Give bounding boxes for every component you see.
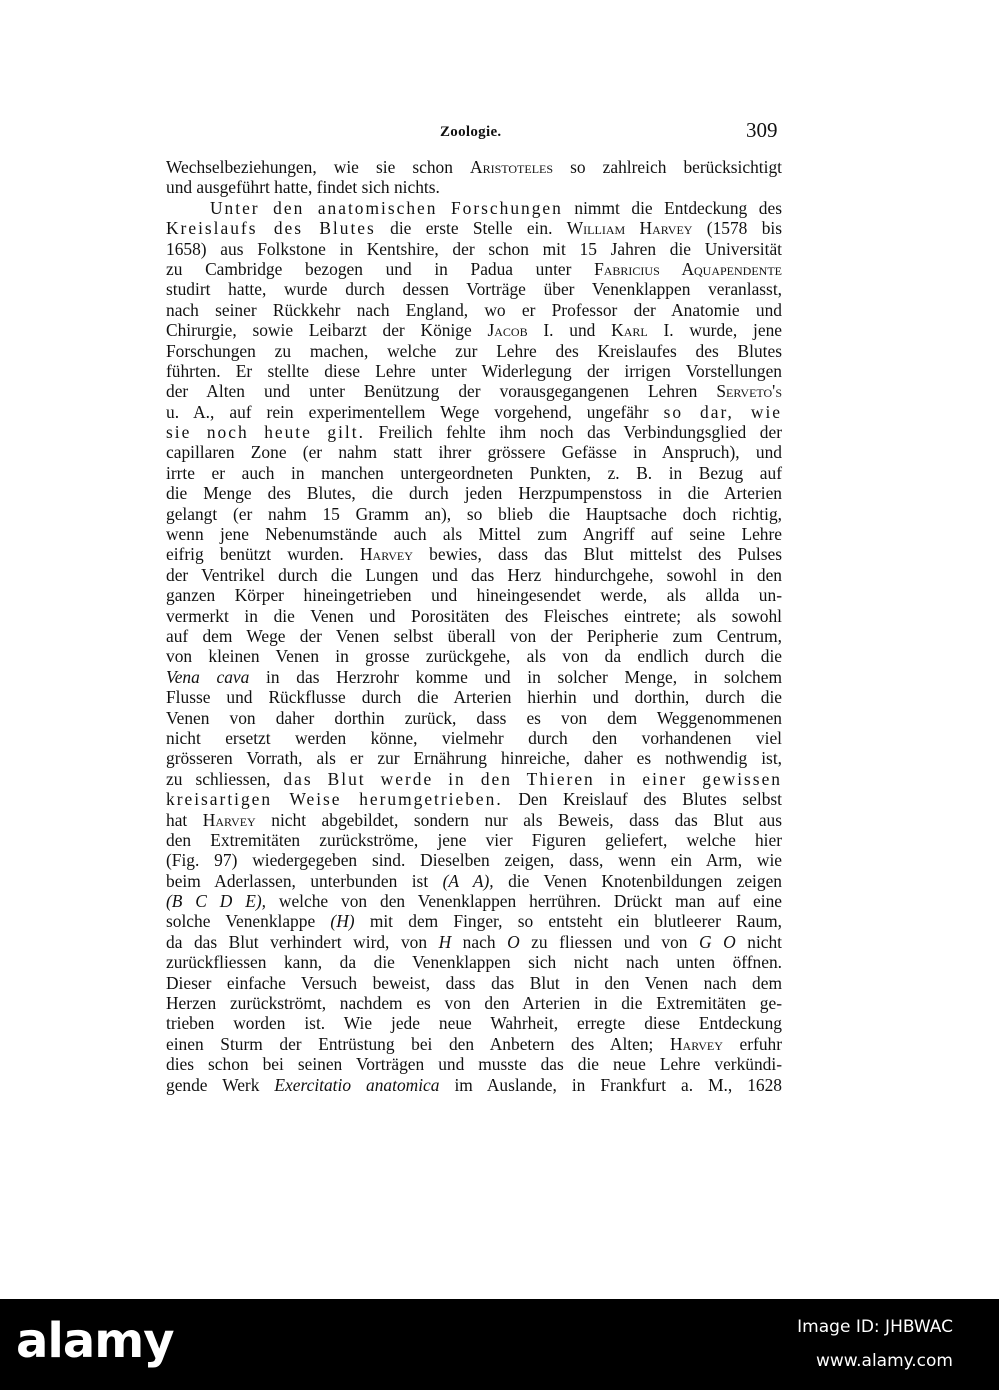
text-run: Freilich fehlte ihm noch das Verbindungsglied der (364, 422, 782, 443)
image-id: Image ID: JHBWAC (797, 1317, 953, 1337)
text-run: nimmt die Entdeckung des (562, 197, 782, 218)
text-run: 1658) aus Folkstone in Kentshire, der schon mit 15 Jahren die Universität (166, 238, 782, 259)
text-line (166, 748, 782, 768)
text-run: G O (699, 931, 736, 952)
text-line (166, 606, 782, 626)
text-run: nach seiner Rückkehr nach England, wo er Professor der Anatomie und (166, 299, 782, 320)
text-line (166, 361, 782, 381)
text-run: Serveto's (716, 381, 782, 402)
text-line (166, 1013, 782, 1033)
text-run: zu fliessen und von (519, 931, 700, 952)
text-run: nicht abgebildet, sondern nur als Beweis, dass das Blut aus (255, 809, 782, 830)
text-run: zurückfliessen kann, da die Venenklappen sich nicht nach unten öffnen. (166, 952, 782, 973)
text-run: capillaren Zone (er nahm statt ihrer grössere Gefässe in Anspruch), und (166, 442, 782, 463)
text-line (166, 769, 782, 789)
text-run: nach (451, 931, 508, 952)
text-line (166, 381, 782, 401)
text-run: vermerkt in die Venen und Porositäten des Fleisches eintrete; als sowohl (166, 605, 782, 626)
text-run: Unter den anatomischen Forschungen (210, 197, 563, 218)
text-run: I. und (527, 320, 612, 341)
text-run: studirt hatte, wurde durch dessen Vorträge über Venenklappen veranlasst, (166, 279, 782, 300)
text-run: H (438, 931, 452, 952)
text-line (166, 341, 782, 361)
text-line (166, 259, 782, 279)
text-run: wenn jene Nebenumstände auch als Mittel zum Angriff auf seine Lehre (166, 524, 782, 545)
text-line (166, 157, 782, 177)
text-line (166, 483, 782, 503)
text-run: bewies, dass das Blut mittelst des Pulses (412, 544, 782, 565)
text-line (166, 585, 782, 605)
text-run: sie noch heute gilt. (166, 422, 365, 443)
text-line (166, 932, 782, 952)
text-line (166, 1075, 782, 1095)
text-run: die erste Stelle ein. (375, 218, 567, 239)
text-line (166, 320, 782, 340)
text-line (166, 279, 782, 299)
text-line (166, 198, 782, 218)
stock-photo-footer (0, 1299, 999, 1390)
text-run: nicht (735, 931, 783, 952)
text-run: einen Sturm der Entrüstung bei den Anbetern des Alten; (166, 1033, 670, 1054)
text-run: die Venen Knotenbildungen zeigen (493, 870, 782, 891)
text-run: Harvey (669, 1033, 723, 1054)
text-run: Harvey (360, 544, 413, 565)
text-line (166, 871, 782, 891)
text-run: beim Aderlassen, unterbunden ist (166, 870, 443, 891)
text-run: (1578 bis (692, 218, 783, 239)
text-run: Den Kreislauf des Blutes selbst (502, 789, 783, 810)
text-run: irrte er auch in manchen untergeordneten Punkten, z. B. in Bezug auf (166, 462, 782, 483)
text-run: William Harvey (566, 218, 693, 239)
text-line (166, 810, 782, 830)
text-run: (Fig. 97) wiedergegeben sind. Dieselben zeigen, dass, wenn ein Arm, wie (166, 850, 782, 871)
running-head (0, 118, 999, 146)
text-line (166, 544, 782, 564)
text-run: Chirurgie, sowie Leibarzt der Könige (166, 320, 488, 341)
text-line (166, 850, 782, 870)
text-line (166, 1034, 782, 1054)
text-run: der Ventrikel durch die Lungen und das Herz hindurchgehe, sowohl in den (166, 564, 782, 585)
text-line (166, 524, 782, 544)
text-run: in das Herzrohr komme und in solcher Menge, in solchem (249, 666, 782, 687)
text-line (166, 830, 782, 850)
text-run: die Menge des Blutes, die durch jeden Herzpumpenstoss in die Arterien (166, 483, 782, 504)
text-line (166, 728, 782, 748)
text-run: trieben worden ist. Wie jede neue Wahrheit, erregte diese Entdeckung (166, 1013, 782, 1034)
text-line (166, 504, 782, 524)
text-run: den Extremitäten zurückströme, jene vier Figuren geliefert, welche hier (166, 829, 782, 850)
text-run: erfuhr (722, 1033, 782, 1054)
text-run: grösseren Vorrath, als er zur Ernährung hinreiche, daher es nothwendig ist, (166, 748, 782, 769)
text-run: da das Blut verhindert wird, von (166, 931, 439, 952)
text-run: ganzen Körper hineingetrieben und hineingesendet werde, als allda un- (166, 585, 782, 606)
text-run: Kreislaufs des Blutes (166, 218, 376, 239)
text-run: Harvey (202, 809, 256, 830)
text-run: Karl (611, 320, 648, 341)
text-line (166, 911, 782, 931)
text-line (166, 646, 782, 666)
text-line (166, 300, 782, 320)
text-run: solche Venenklappe (166, 911, 331, 932)
text-line (166, 891, 782, 911)
text-line (166, 442, 782, 462)
text-run: der Alten und unter Benützung der vorausgegangenen Lehren (166, 381, 717, 402)
text-run: Forschungen zu machen, welche zur Lehre des Kreislaufes des Blutes (166, 340, 782, 361)
text-run: so zahlreich berücksichtigt (553, 157, 782, 177)
text-line (166, 565, 782, 585)
text-run: I. wurde, jene (647, 320, 782, 341)
text-line (166, 789, 782, 809)
text-run: Jacob (487, 320, 528, 341)
text-run: kreisartigen Weise herumgetrieben. (166, 789, 503, 810)
text-line (166, 993, 782, 1013)
text-line (166, 667, 782, 687)
text-run: zu schliessen, (166, 768, 284, 789)
site-url: www.alamy.com (815, 1351, 953, 1371)
text-run: auf dem Wege der Venen selbst überall von der Peripherie zum Centrum, (166, 625, 782, 646)
text-run: u. A., auf rein experimentellem Wege vorgehend, ungefähr (166, 401, 664, 422)
text-line (166, 973, 782, 993)
text-run: gelangt (er nahm 15 Gramm an), so blieb die Hauptsache doch richtig, (166, 503, 782, 524)
text-run: Exercitatio anatomica (274, 1074, 440, 1095)
text-run: Dieser einfache Versuch beweist, dass das Blut in den Venen nach dem (166, 972, 782, 993)
alamy-logo: alamy (16, 1313, 174, 1369)
text-line (166, 177, 782, 197)
text-run: mit dem Finger, so entsteht ein blutleerer Raum, (354, 911, 783, 932)
text-run: so dar, wie (663, 401, 783, 422)
text-line (166, 218, 782, 238)
text-run: Wechselbeziehungen, wie sie schon (166, 157, 471, 177)
text-line (166, 1054, 782, 1074)
text-line (166, 952, 782, 972)
text-run: O (507, 931, 520, 952)
text-run: (B C D E), (166, 891, 267, 912)
text-run: Vena cava (166, 666, 250, 687)
text-run: das Blut werde in den Thieren in einer gewissen (283, 768, 782, 789)
text-run: und ausgeführt hatte, findet sich nichts. (166, 177, 440, 198)
text-run: Herzen zurückströmt, nachdem es von den Arterien in die Extremitäten ge- (166, 993, 782, 1014)
text-line (166, 708, 782, 728)
text-run: dies schon bei seinen Vorträgen und musste das die neue Lehre verkündi- (166, 1054, 782, 1075)
text-line (166, 422, 782, 442)
text-run: Aristoteles (470, 157, 554, 177)
text-line (166, 239, 782, 259)
text-run: Venen von daher dorthin zurück, dass es von dem Weggenommenen (166, 707, 782, 728)
text-line (166, 687, 782, 707)
text-run: von kleinen Venen in grosse zurückgehe, als von da endlich durch die (166, 646, 782, 667)
text-line (166, 463, 782, 483)
page-number: 309 (746, 118, 778, 142)
text-run: nicht ersetzt werden könne, vielmehr durch den vorhandenen viel (166, 727, 782, 748)
body-text (166, 157, 782, 1095)
text-line (166, 626, 782, 646)
text-run: zu Cambridge bezogen und in Padua unter (166, 258, 595, 279)
text-run: welche von den Venenklappen herrühren. Drückt man auf eine (266, 891, 782, 912)
text-run: Fabricius Aquapendente (594, 258, 783, 279)
text-run: führten. Er stellte diese Lehre unter Widerlegung der irrigen Vorstellungen (166, 360, 782, 381)
text-run: (H) (330, 911, 355, 932)
text-run: gende Werk (166, 1074, 275, 1095)
text-run: Flusse und Rückflusse durch die Arterien hierhin und dorthin, durch die (166, 687, 782, 708)
text-run: (A A), (442, 870, 494, 891)
page-title: Zoologie. (440, 124, 502, 140)
text-run: eifrig benützt wurden. (166, 544, 360, 565)
text-run: im Auslande, in Frankfurt a. M., 1628 (439, 1074, 783, 1095)
text-run: hat (166, 809, 203, 830)
text-line (166, 402, 782, 422)
